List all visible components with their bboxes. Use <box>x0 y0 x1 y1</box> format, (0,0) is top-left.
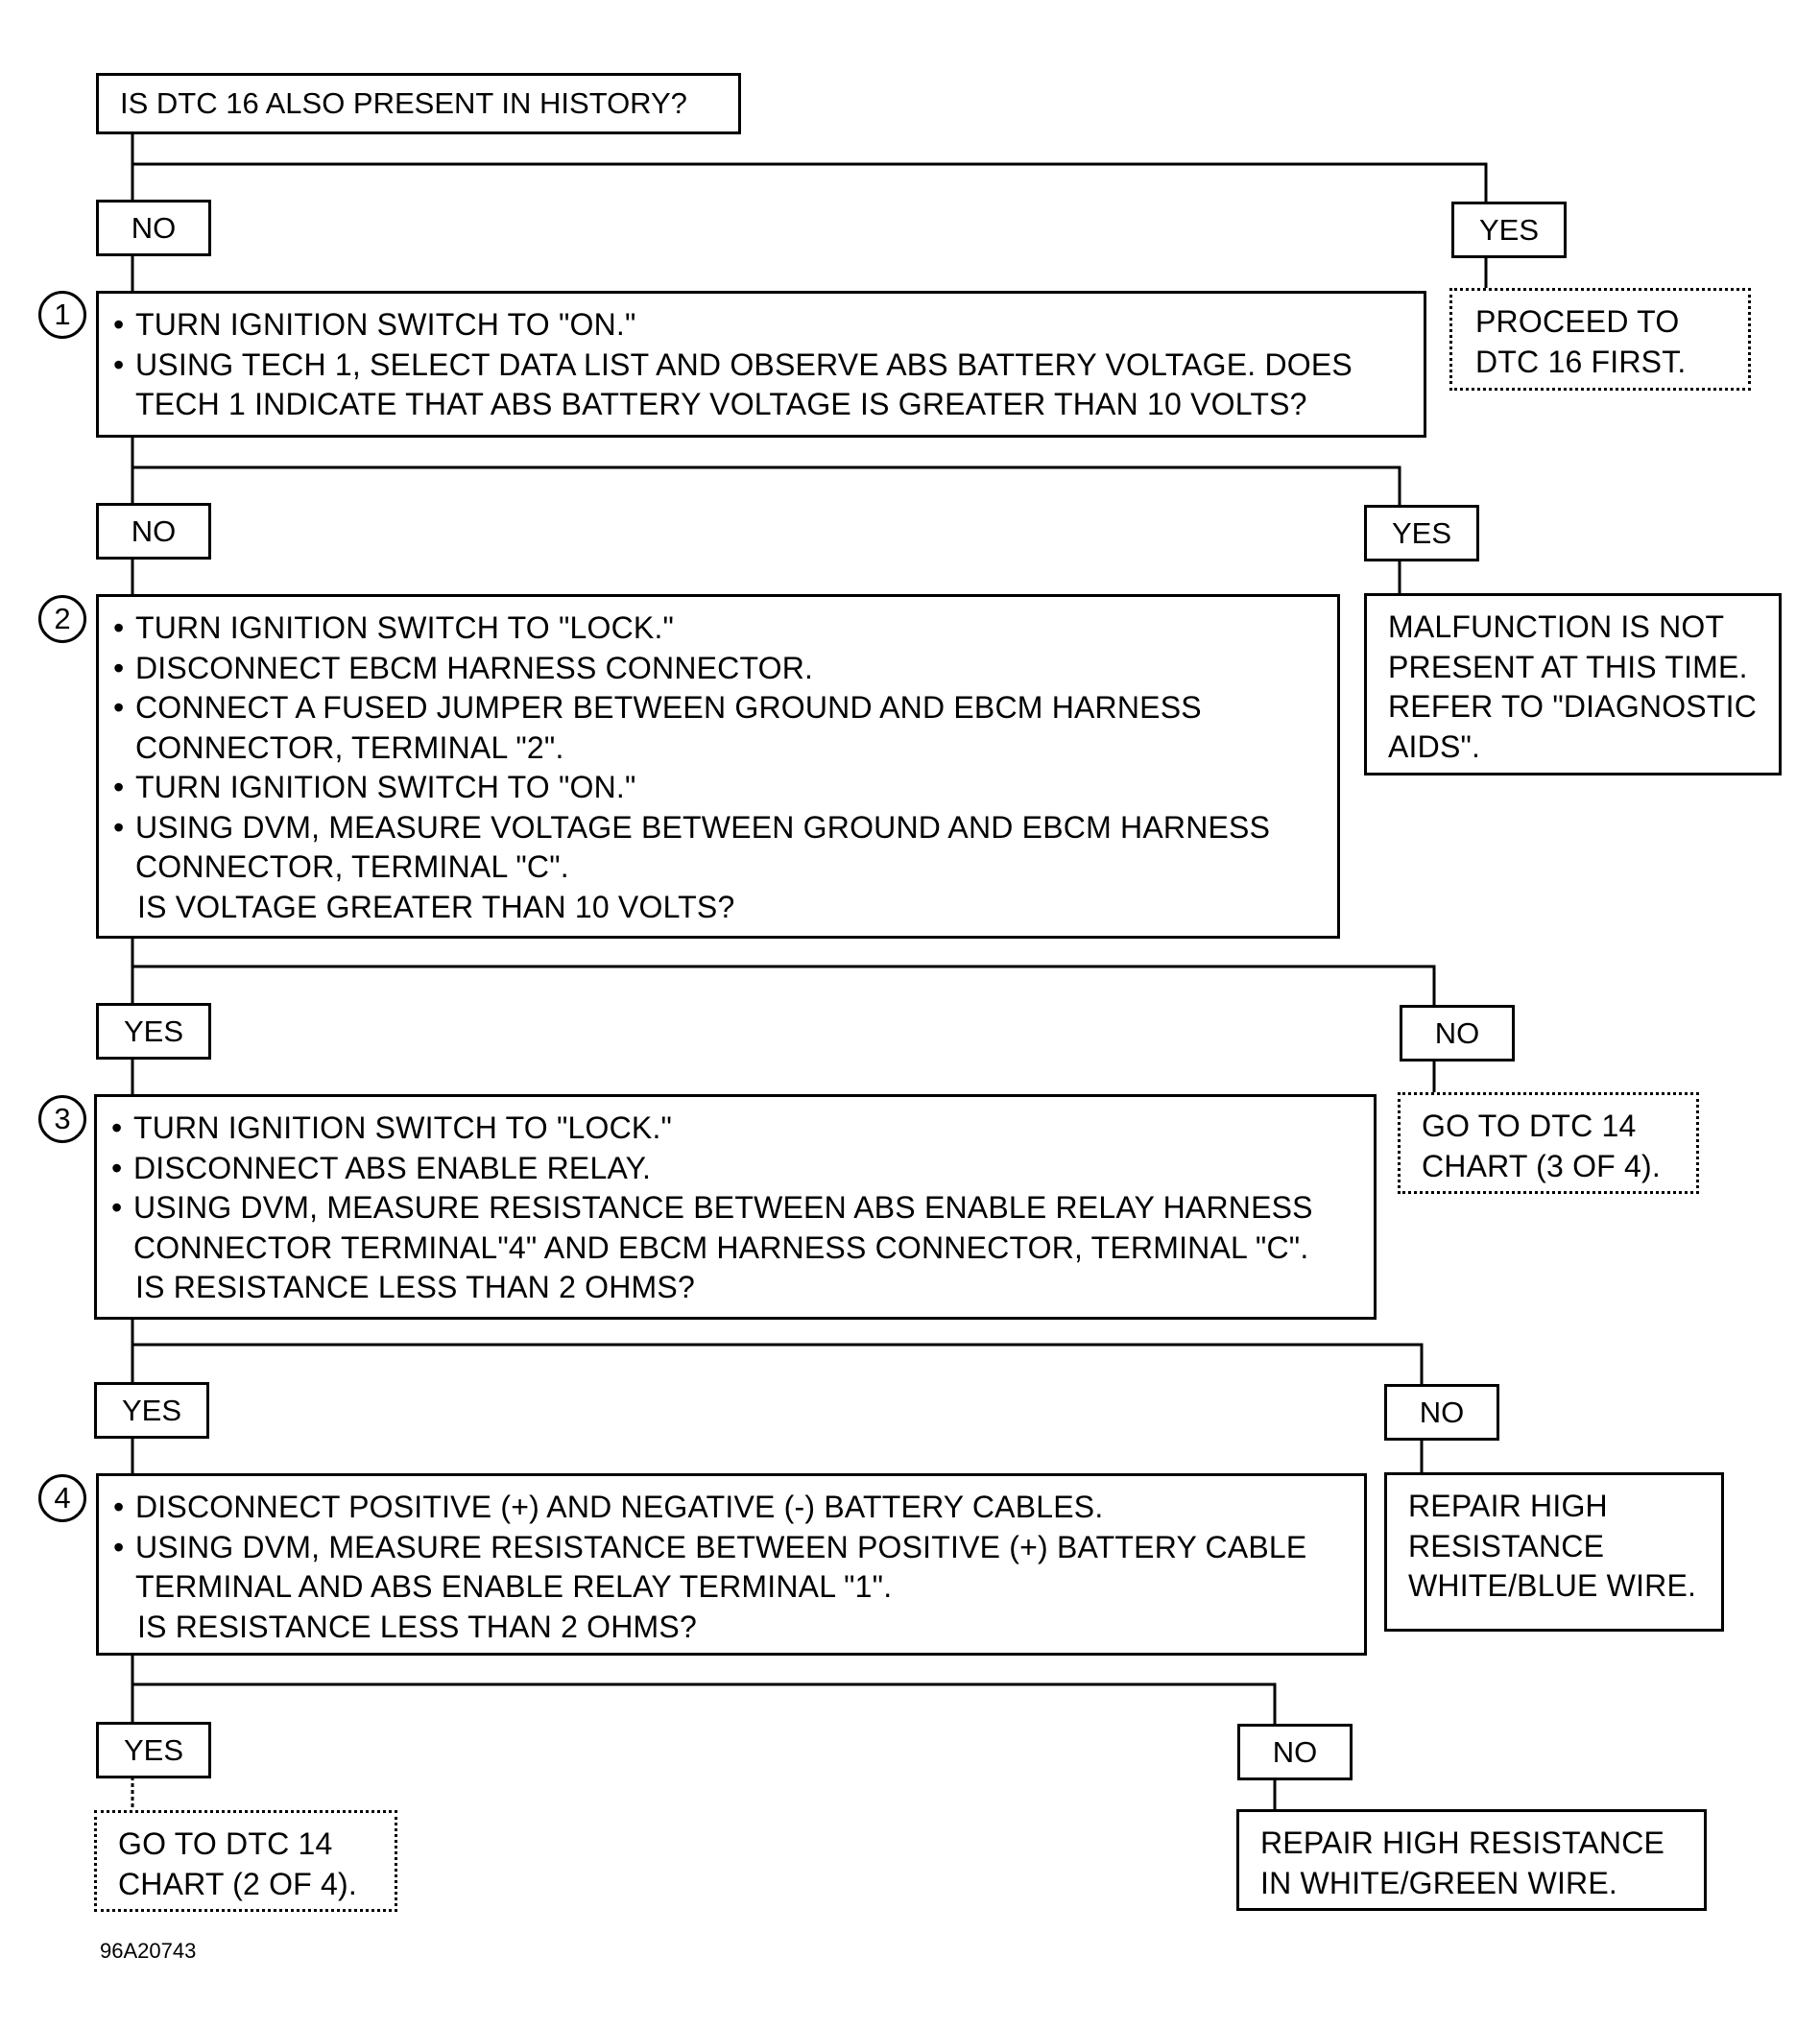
step2-bullet: • TURN IGNITION SWITCH TO "ON." <box>135 768 1324 808</box>
s3-yes-text: YES <box>121 1393 182 1427</box>
q-yes-text: YES <box>1478 212 1540 247</box>
connector-s4-no <box>132 1684 1275 1724</box>
s4-yes-result-text: GO TO DTC 14 CHART (2 OF 4). <box>118 1826 357 1901</box>
s4-no-result-text: REPAIR HIGH RESISTANCE IN WHITE/GREEN WIRE. <box>1260 1825 1665 1900</box>
s1-yes-text: YES <box>1391 515 1452 550</box>
step1-box <box>96 291 1426 438</box>
step4-bullet: • DISCONNECT POSITIVE (+) AND NEGATIVE (-) BATTERY CABLES. <box>135 1488 1351 1528</box>
q-no-text: NO <box>131 210 177 245</box>
s1-yes-result-text: MALFUNCTION IS NOT PRESENT AT THIS TIME. REFER TO "DIAGNOSTIC AIDS". <box>1388 609 1757 764</box>
step2-question: IS VOLTAGE GREATER THAN 10 VOLTS? <box>137 889 735 924</box>
q-yes-result-text: PROCEED TO DTC 16 FIRST. <box>1475 304 1687 379</box>
figure-code: 96A20743 <box>100 1939 197 1963</box>
step1-bullet: • USING TECH 1, SELECT DATA LIST AND OBSERVE ABS BATTERY VOLTAGE. DOES TECH 1 INDICATE THAT ABS BATTERY VOLTAGE IS GREATER THAN 10 VOLTS? <box>135 346 1410 425</box>
s4-no-text: NO <box>1272 1734 1318 1769</box>
step4-number <box>38 1474 86 1522</box>
step3-question: IS RESISTANCE LESS THAN 2 OHMS? <box>135 1270 695 1304</box>
step2-number-text: 2 <box>54 602 71 635</box>
s1-yes-label <box>1364 505 1479 561</box>
step2-bullet: • USING DVM, MEASURE VOLTAGE BETWEEN GROUND AND EBCM HARNESS CONNECTOR, TERMINAL "C". <box>135 808 1324 888</box>
s3-no-result-text: REPAIR HIGH RESISTANCE WHITE/BLUE WIRE. <box>1408 1489 1697 1603</box>
s3-no-result-box <box>1384 1472 1724 1632</box>
step2-box <box>96 594 1340 939</box>
connector-s3-no <box>132 1345 1422 1384</box>
s3-yes-label <box>94 1382 209 1439</box>
step4-bullet: • USING DVM, MEASURE RESISTANCE BETWEEN POSITIVE (+) BATTERY CABLE TERMINAL AND ABS ENABLE RELAY TERMINAL "1". <box>135 1528 1351 1608</box>
s1-no-label <box>96 503 211 560</box>
step1-number-text: 1 <box>54 298 71 331</box>
step4-box <box>96 1473 1367 1656</box>
connector-s2-no <box>132 966 1434 1005</box>
connector-s1-yes <box>132 467 1400 505</box>
step3-bullet: • TURN IGNITION SWITCH TO "LOCK." <box>133 1109 1360 1149</box>
s2-yes-text: YES <box>123 1014 184 1048</box>
s4-yes-label <box>96 1722 211 1778</box>
step2-bullet: • DISCONNECT EBCM HARNESS CONNECTOR. <box>135 649 1324 689</box>
step2-bullet: • TURN IGNITION SWITCH TO "LOCK." <box>135 608 1324 649</box>
s4-yes-result-box <box>94 1810 397 1912</box>
s2-no-text: NO <box>1434 1015 1480 1050</box>
s2-no-label <box>1400 1005 1515 1062</box>
q-yes-result-box <box>1449 288 1751 391</box>
step4-number-text: 4 <box>54 1481 71 1515</box>
s1-yes-result-box <box>1364 593 1782 775</box>
step1-bullet: • TURN IGNITION SWITCH TO "ON." <box>135 305 1410 346</box>
s2-yes-label <box>96 1003 211 1060</box>
s3-no-label <box>1384 1384 1499 1441</box>
step3-box <box>94 1094 1377 1320</box>
question-box <box>96 73 741 134</box>
connector-q-yes <box>132 164 1486 202</box>
step3-number-text: 3 <box>54 1102 71 1135</box>
step4-question: IS RESISTANCE LESS THAN 2 OHMS? <box>137 1609 697 1644</box>
step2-bullet: • CONNECT A FUSED JUMPER BETWEEN GROUND AND EBCM HARNESS CONNECTOR, TERMINAL "2". <box>135 688 1324 768</box>
s3-no-text: NO <box>1419 1395 1465 1429</box>
step3-bullet: • DISCONNECT ABS ENABLE RELAY. <box>133 1149 1360 1189</box>
s2-no-result-text: GO TO DTC 14 CHART (3 OF 4). <box>1422 1109 1661 1183</box>
step2-number <box>38 595 86 643</box>
s2-no-result-box <box>1398 1092 1699 1194</box>
question-text: IS DTC 16 ALSO PRESENT IN HISTORY? <box>120 86 687 120</box>
q-no-label <box>96 200 211 256</box>
step1-number <box>38 291 86 339</box>
q-yes-label <box>1451 202 1567 258</box>
step3-bullet: • USING DVM, MEASURE RESISTANCE BETWEEN ABS ENABLE RELAY HARNESS CONNECTOR TERMINAL"4" AND EBCM HARNESS CONNECTOR, TERMINAL "C". <box>133 1188 1360 1268</box>
s4-yes-text: YES <box>123 1732 184 1767</box>
s4-no-label <box>1237 1724 1353 1780</box>
s4-no-result-box <box>1236 1809 1707 1911</box>
s1-no-text: NO <box>131 513 177 548</box>
step3-number <box>38 1095 86 1143</box>
